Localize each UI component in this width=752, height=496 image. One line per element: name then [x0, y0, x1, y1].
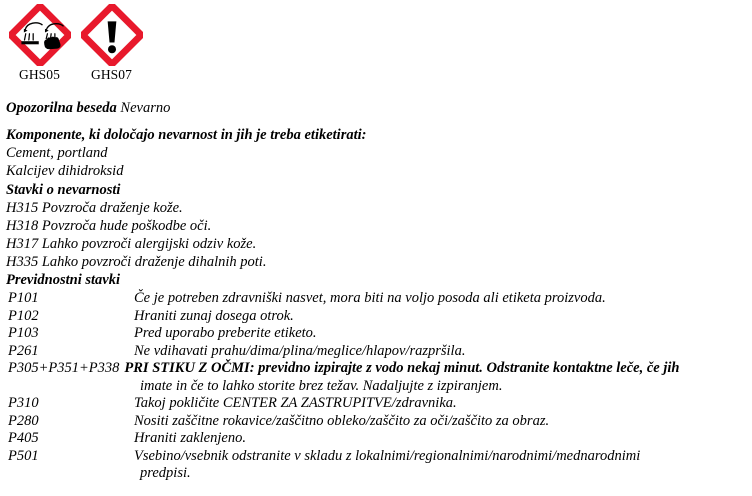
- precautionary-text-continuation: predpisi.: [140, 465, 191, 481]
- precautionary-row: [6, 413, 750, 431]
- precautionary-text: Takoj pokličite CENTER ZA ZASTRUPITVE/zdravnika.: [134, 395, 457, 411]
- precautionary-code: P101: [8, 290, 39, 306]
- hazard-statements-section: [6, 181, 750, 271]
- precautionary-code: P405: [8, 430, 39, 446]
- pictogram-cell-ghs07: [80, 4, 143, 82]
- precautionary-row: [6, 290, 750, 308]
- components-heading: Komponente, ki določajo nevarnost in jih je treba etiketirati:: [6, 127, 367, 143]
- precautionary-row: [6, 395, 750, 413]
- pictogram-label-ghs05: GHS05: [18, 67, 60, 82]
- pictogram-cell-ghs05: [8, 4, 71, 82]
- precautionary-code: P305+P351+P338: [8, 360, 120, 376]
- precautionary-text: Hraniti zunaj dosega otrok.: [134, 307, 294, 324]
- precautionary-statements-list: [6, 290, 750, 483]
- ghs-exclamation-mark-icon: [81, 4, 143, 66]
- precautionary-code: P103: [8, 325, 39, 341]
- precautionary-row: [6, 325, 750, 343]
- precautionary-code: P102: [8, 307, 39, 324]
- components-section: [6, 126, 750, 180]
- precautionary-row: [6, 343, 750, 361]
- precautionary-code: P261: [8, 342, 39, 359]
- ghs-corrosion-icon: [9, 4, 71, 66]
- precautionary-text-continuation: imate in če to lahko storite brez težav. Nadaljujte z izpiranjem.: [140, 377, 503, 394]
- hazard-statement: H315 Povzroča draženje kože.: [6, 200, 183, 216]
- signal-word-value: Nevarno: [120, 100, 171, 116]
- hazard-statement: H318 Povzroča hude poškodbe oči.: [6, 218, 212, 234]
- component-item: Kalcijev dihidroksid: [6, 163, 124, 179]
- precautionary-text: Če je potreben zdravniški nasvet, mora biti na voljo posoda ali etiketa proizvoda.: [134, 290, 606, 306]
- precautionary-text: Nositi zaščitne rokavice/zaščitno obleko/zaščito za oči/zaščito za obraz.: [134, 412, 550, 429]
- label-text-content: [6, 98, 750, 483]
- precautionary-text: Ne vdihavati prahu/dima/plina/meglice/hlapov/razpršila.: [134, 342, 466, 359]
- hazard-statement: H335 Lahko povzroči draženje dihalnih poti.: [6, 254, 267, 270]
- signal-word-label: Opozorilna beseda: [6, 100, 117, 116]
- precautionary-statements-section: [6, 271, 750, 483]
- precautionary-code: P501: [8, 447, 39, 464]
- precautionary-text: Hraniti zaklenjeno.: [134, 430, 246, 446]
- hazard-statement: H317 Lahko povzroči alergijski odziv kože.: [6, 236, 257, 252]
- precautionary-row: [6, 448, 750, 466]
- component-item: Cement, portland: [6, 145, 108, 161]
- precautionary-text: Pred uporabo preberite etiketo.: [134, 325, 317, 341]
- precautionary-text: Vsebino/vsebnik odstranite v skladu z lokalnimi/regionalnimi/narodnimi/mednarodnimi: [134, 447, 641, 464]
- pictogram-label-ghs07: GHS07: [90, 67, 132, 82]
- precautionary-code: P280: [8, 412, 39, 429]
- precautionary-code: P310: [8, 395, 39, 411]
- precautionary-statements-heading: Previdnostni stavki: [6, 272, 120, 288]
- precautionary-row: [6, 360, 750, 378]
- precautionary-row: [6, 308, 750, 326]
- ghs-pictogram-row: [8, 4, 143, 82]
- signal-word-line: [6, 98, 750, 118]
- precautionary-row: [6, 430, 750, 448]
- hazard-statements-heading: Stavki o nevarnosti: [6, 182, 121, 198]
- precautionary-text: PRI STIKU Z OČMI: previdno izpirajte z vodo nekaj minut. Odstranite kontaktne leče, če jih: [124, 360, 680, 376]
